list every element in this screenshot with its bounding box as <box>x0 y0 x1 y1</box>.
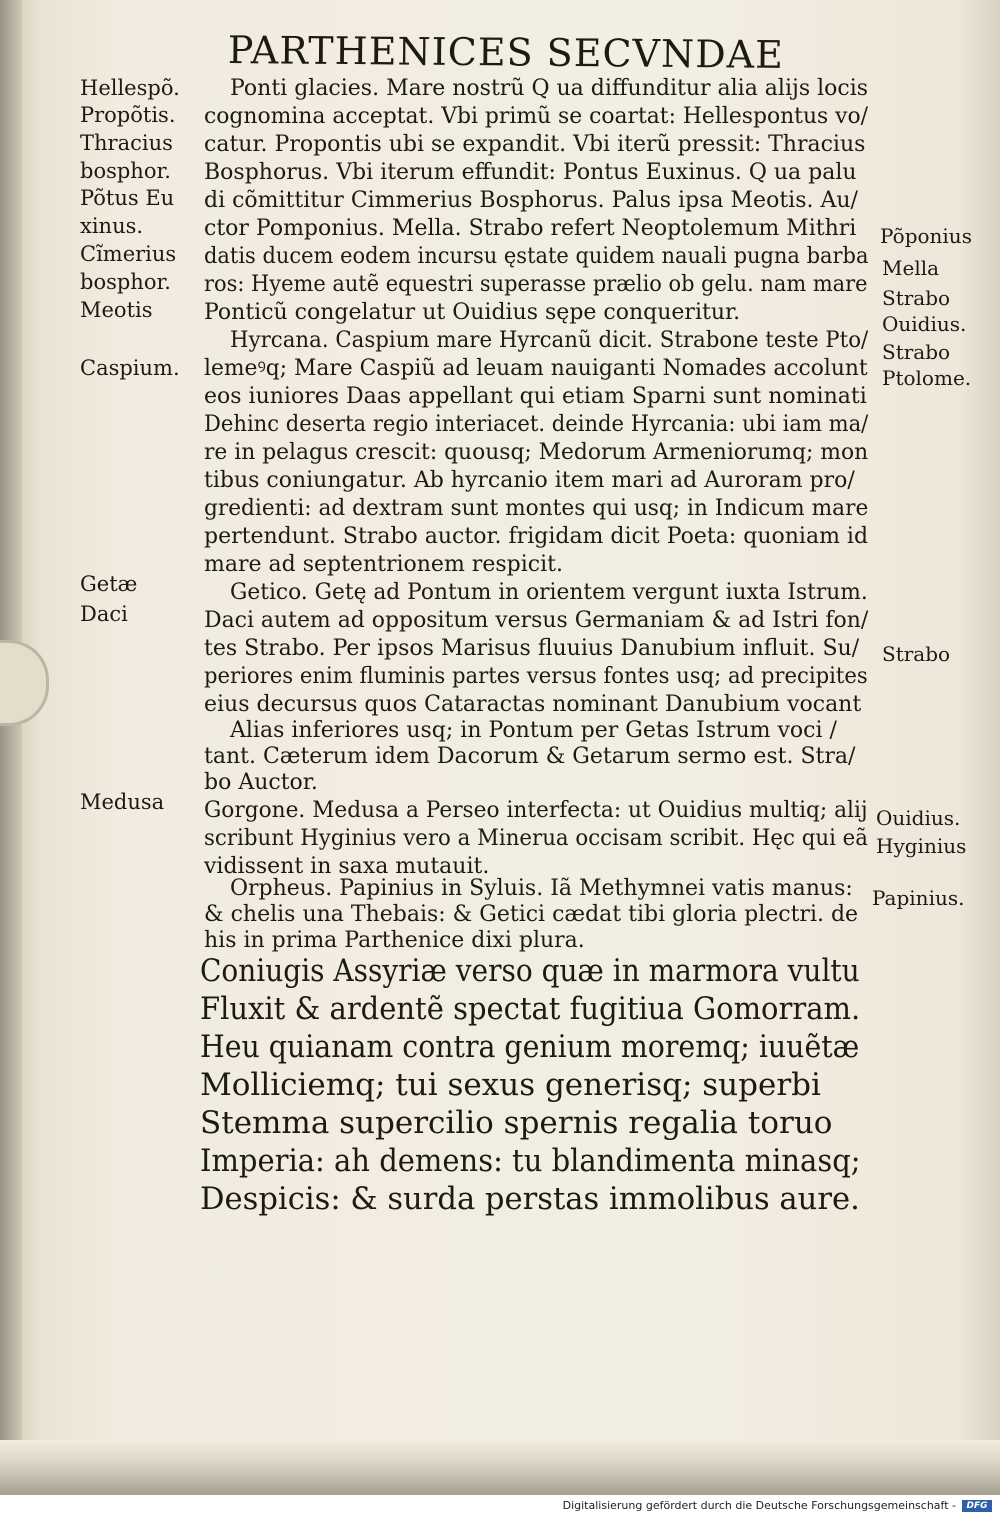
commentary-line: tant. Cæterum idem Dacorum & Getarum sermo est. Stra/ <box>204 744 856 769</box>
commentary-line: Bosphorus. Vbi iterum effundit: Pontus Euxinus. Q ua palu <box>204 160 857 185</box>
left-margin-note: Meotis <box>80 298 153 322</box>
left-margin-note: Medusa <box>80 790 165 814</box>
commentary-line: vidissent in saxa mutauit. <box>204 854 490 879</box>
left-margin-note: Põtus Eu <box>80 186 175 210</box>
right-margin-note: Strabo <box>882 642 951 666</box>
dfg-logo: DFG <box>962 1500 992 1512</box>
right-margin-note: Ptolome. <box>882 366 972 390</box>
commentary-line: & chelis una Thebais: & Getici cædat tibi gloria plectri. de <box>204 902 859 927</box>
commentary-line: eos iuniores Daas appellant qui etiam Sparni sunt nominati <box>204 384 867 409</box>
right-margin-note: Strabo <box>882 340 951 364</box>
footer-credit: Digitalisierung gefördert durch die Deutsche Forschungsgemeinschaft - <box>562 1499 956 1512</box>
verse-line: Stemma supercilio spernis regalia toruo <box>200 1105 833 1141</box>
right-margin-note: Ouidius. <box>876 806 961 830</box>
commentary-line: tibus coniungatur. Ab hyrcanio item mari ad Auroram pro/ <box>204 468 855 493</box>
commentary-line: eius decursus quos Cataractas nominant Danubium vocant <box>204 692 862 717</box>
left-margin-note: bosphor. <box>80 159 171 183</box>
left-margin-note: Getæ <box>80 572 138 596</box>
left-margin-note: xinus. <box>80 214 144 238</box>
running-head: PARTHENICES SECVNDAE <box>227 28 785 77</box>
commentary-line: Alias inferiores usq; in Pontum per Getas Istrum voci / <box>230 718 837 743</box>
right-margin-note: Papinius. <box>872 886 965 910</box>
commentary-line: ctor Pomponius. Mella. Strabo refert Neoptolemum Mithri <box>204 216 857 241</box>
left-margin-note: Daci <box>80 602 128 626</box>
verse-line: Coniugis Assyriæ verso quæ in marmora vultu <box>200 953 860 989</box>
commentary-line: Daci autem ad oppositum versus Germaniam & ad Istri fon/ <box>204 608 869 633</box>
commentary-line: periores enim fluminis partes versus fontes usq; ad precipites <box>204 664 868 689</box>
commentary-line: lemeꝰq; Mare Caspiũ ad leuam nauiganti Nomades accolunt <box>204 356 868 381</box>
verse-line: Despicis: & surda perstas immolibus aure. <box>200 1181 860 1217</box>
commentary-line: di cõmittitur Cimmerius Bosphorus. Palus ipsa Meotis. Au/ <box>204 188 858 213</box>
left-margin-note: Cĩmerius <box>80 242 177 266</box>
commentary-line: Ponticũ congelatur ut Ouidius sępe conqueritur. <box>204 300 741 325</box>
commentary-line: Getico. Getę ad Pontum in orientem vergunt iuxta Istrum. <box>230 580 868 605</box>
commentary-line: Orpheus. Papinius in Syluis. Iã Methymnei vatis manus: <box>230 876 853 901</box>
page-clip <box>0 640 49 726</box>
book-binding-shadow <box>0 0 22 1495</box>
commentary-line: re in pelagus crescit: quousq; Medorum Armeniorumq; mon <box>204 440 869 465</box>
commentary-line: Hyrcana. Caspium mare Hyrcanũ dicit. Strabone teste Pto/ <box>230 328 869 353</box>
left-margin-note: Hellespõ. <box>80 76 180 100</box>
right-margin-note: Strabo <box>882 286 951 310</box>
commentary-line: ros: Hyeme autẽ equestri superasse prælio ob gelu. nam mare <box>204 272 868 297</box>
verse-line: Imperia: ah demens: tu blandimenta minasq; <box>200 1143 861 1179</box>
commentary-line: Gorgone. Medusa a Perseo interfecta: ut Ouidius multiq; alij <box>204 798 868 823</box>
verse-line: Molliciemq; tui sexus generisq; superbi <box>200 1067 821 1103</box>
left-margin-note: Thracius <box>80 131 173 155</box>
commentary-line: datis ducem eodem incursu ęstate quidem nauali pugna barba <box>204 244 869 269</box>
right-margin-note: Põponius <box>880 224 972 248</box>
commentary-line: tes Strabo. Per ipsos Marisus fluuius Danubium influit. Su/ <box>204 636 860 661</box>
left-margin-note: Caspium. <box>80 356 180 380</box>
verse-line: Heu quianam contra genium moremq; iuuẽtæ <box>200 1029 860 1065</box>
commentary-line: pertendunt. Strabo auctor. frigidam dicit Poeta: quoniam id <box>204 524 869 549</box>
commentary-line: his in prima Parthenice dixi plura. <box>204 928 585 953</box>
right-margin-note: Hyginius <box>876 834 967 858</box>
commentary-line: mare ad septentrionem respicit. <box>204 552 563 577</box>
left-margin-note: bosphor. <box>80 270 171 294</box>
commentary-line: Ponti glacies. Mare nostrũ Q ua diffunditur alia alijs locis <box>230 76 869 101</box>
verse-line: Fluxit & ardentẽ spectat fugitiua Gomorram. <box>200 991 861 1027</box>
commentary-line: cognomina acceptat. Vbi primũ se coartat: Hellespontus vo/ <box>204 104 869 129</box>
commentary-line: scribunt Hyginius vero a Minerua occisam scribit. Hęc qui eã <box>204 826 868 851</box>
commentary-line: catur. Propontis ubi se expandit. Vbi iterũ pressit: Thracius <box>204 132 866 157</box>
left-margin-note: Propõtis. <box>80 103 176 127</box>
right-margin-note: Ouidius. <box>882 312 967 336</box>
right-margin-note: Mella <box>882 256 940 280</box>
commentary-line: bo Auctor. <box>204 770 318 795</box>
commentary-line: Dehinc deserta regio interiacet. deinde Hyrcania: ubi iam ma/ <box>204 412 869 437</box>
page-bottom-edge <box>0 1440 1000 1495</box>
commentary-line: gredienti: ad dextram sunt montes qui usq; in Indicum mare <box>204 496 869 521</box>
